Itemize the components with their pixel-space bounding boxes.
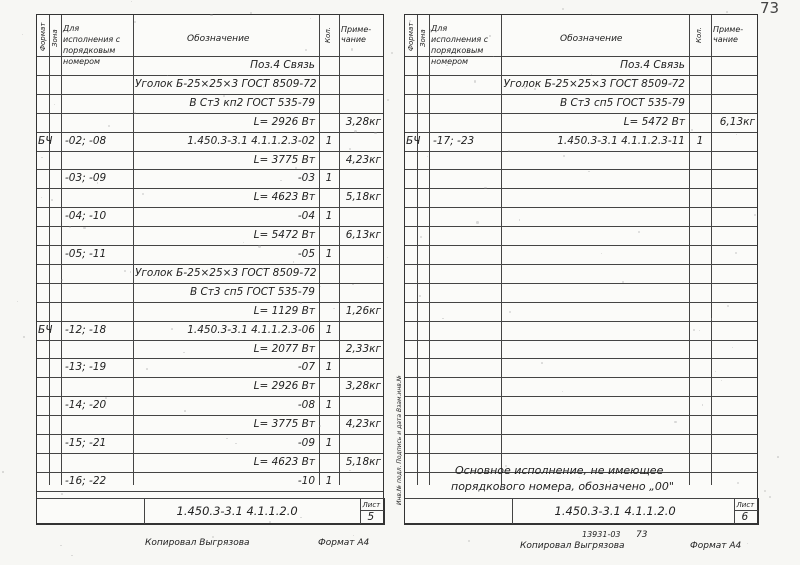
paper-speck — [387, 257, 388, 258]
row-qty: 1 — [325, 248, 333, 260]
format-right: Формат А4 — [690, 541, 742, 551]
row-designation: L= 4623 Вт — [253, 191, 315, 204]
paper-speck — [69, 226, 71, 228]
row-variant: -03; -09 — [65, 172, 107, 185]
paper-speck — [184, 410, 186, 412]
row-variant: -12; -18 — [65, 323, 107, 336]
paper-speck — [726, 11, 728, 13]
row-divider — [37, 226, 383, 227]
spec-sheet-right — [404, 14, 758, 524]
row-variant: -04; -10 — [65, 210, 107, 223]
paper-speck — [235, 443, 236, 444]
row-divider — [37, 340, 383, 341]
paper-speck — [146, 368, 148, 370]
row-qty: 1 — [325, 210, 333, 223]
paper-speck — [280, 180, 281, 181]
footnote-line-2: порядкового номера, обозначено „00" — [451, 480, 674, 493]
row-divider — [405, 321, 757, 322]
doc-code-right: 1.450.3-3.1 4.1.1.2.0 — [554, 503, 676, 518]
header-zone: Зона — [419, 29, 427, 47]
row-designation: Поз.4 Связь — [250, 59, 315, 71]
row-divider — [37, 188, 383, 189]
paper-speck — [226, 438, 228, 440]
row-divider — [37, 264, 383, 265]
paper-speck — [732, 347, 733, 348]
header-designation: Обозначение — [560, 34, 623, 44]
paper-speck — [258, 245, 260, 247]
paper-speck — [442, 318, 444, 320]
row-divider — [405, 358, 757, 359]
row-designation: -10 — [297, 474, 315, 487]
row-note: 6,13кг — [345, 229, 381, 242]
paper-speck — [210, 14, 212, 16]
paper-speck — [269, 521, 271, 523]
row-divider — [405, 434, 757, 435]
paper-speck — [777, 456, 779, 458]
row-designation: Уголок Б-25×25×3 ГОСТ 8509-72 — [135, 77, 317, 90]
paper-speck — [17, 301, 18, 302]
row-qty: 1 — [325, 172, 333, 185]
row-divider — [405, 169, 757, 170]
row-designation: L= 1129 Вт — [253, 304, 315, 317]
paper-speck — [83, 227, 85, 229]
paper-speck — [352, 284, 353, 285]
row-note: 4,23кг — [345, 418, 381, 431]
row-format: БЧ — [406, 134, 421, 147]
row-note: 5,18кг — [345, 191, 381, 204]
row-divider — [405, 302, 757, 303]
spec-sheet-left — [36, 14, 384, 524]
inventory-page: 73 — [636, 530, 648, 540]
header-variant: Для исполнения с порядковым номером — [63, 24, 121, 66]
paper-speck — [130, 271, 131, 272]
row-divider — [405, 396, 757, 397]
row-divider — [37, 472, 383, 473]
format-left: Формат А4 — [318, 538, 370, 548]
row-note: 3,28кг — [345, 380, 381, 393]
row-designation: Поз.4 Связь — [620, 59, 685, 71]
paper-speck — [60, 545, 62, 547]
row-divider — [405, 226, 757, 227]
row-divider — [37, 207, 383, 208]
header-note: Приме-чание — [341, 25, 372, 44]
header-zone: Зона — [51, 29, 59, 47]
side-label-right: Инв.№ подл. Подпись и дата Взам.инв.№ — [396, 375, 403, 505]
row-variant: -15; -21 — [65, 437, 107, 449]
row-designation: L= 2077 Вт — [253, 342, 315, 355]
paper-speck — [563, 155, 565, 157]
row-variant: -16; -22 — [65, 474, 107, 487]
header-qty: Кол. — [695, 27, 703, 43]
row-divider — [37, 321, 383, 322]
row-qty: 1 — [325, 134, 333, 147]
sheet-label-left: Лист — [362, 500, 381, 509]
copied-by-right: Копировал Выгрязова — [520, 541, 625, 551]
paper-speck — [474, 80, 476, 82]
row-qty: 1 — [325, 437, 333, 449]
row-divider — [37, 396, 383, 397]
paper-speck — [105, 397, 107, 399]
row-designation: -05 — [297, 248, 315, 260]
paper-speck — [534, 88, 535, 89]
row-divider — [405, 283, 757, 284]
row-divider — [37, 491, 383, 492]
paper-speck — [764, 490, 766, 492]
paper-speck — [280, 196, 282, 198]
row-designation: L= 2926 Вт — [253, 380, 315, 393]
row-designation: 1.450.3-3.1 4.1.1.2.3-06 — [187, 323, 315, 336]
row-note: 3,28кг — [345, 115, 381, 128]
paper-speck — [250, 12, 252, 14]
row-note: 5,18кг — [345, 455, 381, 468]
row-divider — [405, 188, 757, 189]
sheet-label-right: Лист — [736, 500, 755, 509]
row-designation: 1.450.3-3.1 4.1.1.2.3-02 — [187, 134, 315, 147]
row-designation: -08 — [297, 399, 315, 412]
paper-speck — [363, 310, 365, 312]
row-note: 1,26кг — [345, 304, 381, 317]
paper-speck — [51, 199, 53, 201]
row-divider — [37, 453, 383, 454]
paper-speck — [320, 286, 321, 287]
row-divider — [37, 75, 383, 76]
row-divider — [37, 113, 383, 114]
row-designation: 1.450.3-3.1 4.1.1.2.3-11 — [557, 134, 685, 147]
paper-speck — [509, 311, 511, 313]
row-divider — [37, 302, 383, 303]
row-divider — [37, 132, 383, 133]
page-number: 73 — [760, 0, 780, 17]
row-variant: -17; -23 — [433, 134, 475, 147]
row-divider — [37, 56, 383, 57]
title-block-right — [404, 498, 759, 525]
paper-speck — [349, 470, 351, 472]
paper-speck — [674, 421, 676, 423]
row-divider — [405, 264, 757, 265]
paper-speck — [484, 187, 486, 189]
row-divider — [405, 377, 757, 378]
doc-code-left: 1.450.3-3.1 4.1.1.2.0 — [176, 503, 298, 518]
paper-speck — [387, 99, 389, 101]
row-divider — [405, 132, 757, 133]
sheet-number-left: 5 — [367, 510, 375, 523]
row-qty: 1 — [325, 323, 333, 336]
paper-speck — [354, 130, 356, 132]
paper-speck — [349, 148, 351, 150]
row-divider — [37, 377, 383, 378]
row-divider — [37, 358, 383, 359]
paper-speck — [468, 540, 470, 542]
row-divider — [405, 151, 757, 152]
paper-speck — [715, 371, 716, 372]
row-designation: -04 — [297, 210, 315, 223]
row-variant: -14; -20 — [65, 399, 107, 412]
row-divider — [405, 94, 757, 95]
paper-speck — [702, 404, 704, 406]
paper-speck — [142, 193, 144, 195]
header-format: Формат — [407, 22, 415, 51]
header-format: Формат — [39, 22, 47, 51]
row-divider — [405, 56, 757, 57]
paper-speck — [769, 496, 771, 498]
paper-speck — [295, 167, 297, 169]
paper-speck — [61, 493, 63, 495]
row-note: 6,13кг — [719, 115, 755, 128]
paper-speck — [71, 555, 73, 557]
title-block-left — [36, 498, 385, 525]
inventory-number: 13931-03 — [582, 530, 621, 539]
header-note: Приме-чание — [713, 25, 744, 44]
row-qty: 1 — [325, 474, 333, 487]
paper-speck — [670, 82, 672, 84]
paper-speck — [693, 329, 695, 331]
row-divider — [405, 207, 757, 208]
paper-speck — [22, 34, 23, 35]
row-qty: 1 — [325, 361, 333, 374]
paper-speck — [562, 8, 564, 10]
paper-speck — [353, 535, 354, 536]
sheet-number-right: 6 — [741, 510, 749, 523]
row-variant: -02; -08 — [65, 134, 107, 147]
row-designation: L= 2926 Вт — [253, 115, 315, 128]
paper-speck — [131, 1, 132, 2]
row-designation: В Ст3 сп5 ГОСТ 535-79 — [189, 285, 315, 298]
header-qty: Кол. — [324, 27, 332, 43]
row-divider — [37, 283, 383, 284]
paper-speck — [351, 48, 353, 50]
row-note: 2,33кг — [345, 342, 381, 355]
row-divider — [37, 169, 383, 170]
row-divider — [37, 415, 383, 416]
row-designation: L= 5472 Вт — [623, 115, 685, 128]
row-divider — [405, 340, 757, 341]
paper-speck — [747, 543, 748, 544]
row-divider — [405, 453, 757, 454]
row-note: 4,23кг — [345, 153, 381, 166]
paper-speck — [23, 336, 24, 337]
row-designation: L= 3775 Вт — [253, 153, 315, 166]
footnote-line-1: Основное исполнение, не имеющее — [455, 464, 664, 477]
header-designation: Обозначение — [187, 34, 250, 44]
row-divider — [37, 151, 383, 152]
paper-speck — [300, 302, 302, 304]
row-designation: Уголок Б-25×25×3 ГОСТ 8509-72 — [135, 266, 317, 279]
paper-speck — [489, 35, 490, 36]
row-variant: -13; -19 — [65, 361, 107, 374]
row-divider — [37, 434, 383, 435]
row-divider — [405, 245, 757, 246]
paper-speck — [391, 52, 393, 54]
row-qty: 1 — [696, 134, 704, 147]
row-designation: L= 3775 Вт — [253, 418, 315, 431]
paper-speck — [2, 471, 3, 472]
row-designation: -03 — [297, 172, 315, 185]
row-variant: -05; -11 — [65, 248, 107, 260]
row-qty: 1 — [325, 399, 333, 412]
row-divider — [37, 94, 383, 95]
row-designation: В Ст3 кп2 ГОСТ 535-79 — [189, 96, 315, 109]
row-divider — [405, 75, 757, 76]
row-format: БЧ — [38, 323, 53, 336]
row-designation: L= 4623 Вт — [253, 455, 315, 468]
row-designation: L= 5472 Вт — [253, 229, 315, 242]
paper-speck — [476, 221, 478, 223]
row-designation: Уголок Б-25×25×3 ГОСТ 8509-72 — [503, 77, 685, 90]
copied-by-left: Копировал Выгрязова — [145, 538, 250, 548]
paper-speck — [493, 56, 494, 57]
paper-speck — [300, 517, 301, 518]
row-designation: -07 — [297, 361, 315, 374]
row-divider — [405, 113, 757, 114]
row-designation: В Ст3 сп5 ГОСТ 535-79 — [559, 96, 685, 109]
header-variant: Для исполнения с порядковым номером — [431, 24, 489, 66]
row-divider — [405, 415, 757, 416]
row-format: БЧ — [38, 134, 53, 147]
paper-speck — [609, 481, 610, 482]
row-designation: -09 — [297, 437, 315, 449]
paper-speck — [212, 536, 214, 538]
row-divider — [37, 245, 383, 246]
paper-speck — [541, 362, 543, 364]
